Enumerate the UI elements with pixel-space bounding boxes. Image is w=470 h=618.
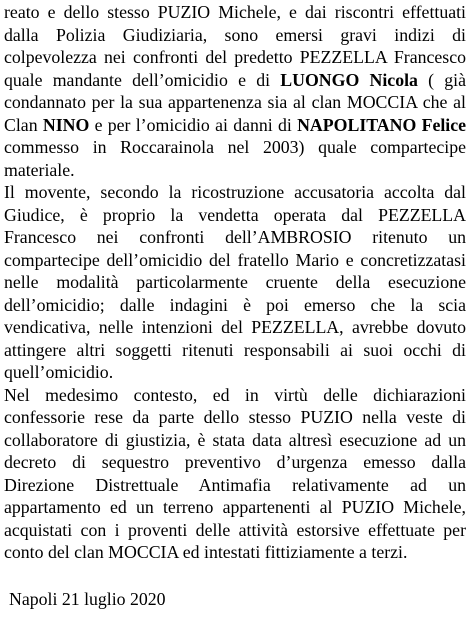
text-run: ( già condannato per la sua appartenenza sia al clan MOCCIA che al Clan xyxy=(4,69,467,135)
bold-name: NAPOLITANO Felice xyxy=(297,114,466,135)
text-run: commesso in Roccarainola nel 2003) quale compartecipe materiale. xyxy=(4,137,466,180)
text-run: Nel medesimo contesto, ed in virtù delle dichiarazioni confessorie rese da parte dello stesso PUZIO nella veste di collaboratore di giustizia, è stata data altresì esecuzione ad un decreto di sequestro preventivo d’urgenza emesso dalla Direzione Distrettuale Antimafia relativamente ad un appartamento ed un terreno appartenenti al PUZIO Michele, acquistati con i proventi delle attività estorsive effettuate per conto del clan MOCCIA ed intestati fittiziamente a terzi. xyxy=(4,384,466,562)
text-run: reato e dello stesso PUZIO Michele, e dai riscontri effettuati dalla Polizia Giudiziaria, sono emersi gravi indizi di colpevolezza nei confronti del predetto PEZZELLA Francesco quale mandante dell’omicidio e di xyxy=(4,2,466,90)
bold-name: LUONGO Nicola xyxy=(280,69,418,90)
bold-name: NINO xyxy=(42,114,90,135)
paragraph xyxy=(4,384,466,564)
text-run: Il movente, secondo la ricostruzione accusatoria accolta dal Giudice, è proprio la vendetta operata dal PEZZELLA Francesco nei confronti dell’AMBROSIO ritenuto un compartecipe dell’omicidio del fratello Mario e concretizzatasi nelle modalità particolarmente cruente della esecuzione dell’omicidio; dalle indagini è poi emerso che la scia vendicativa, nelle intenzioni del PEZZELLA, avrebbe dovuto attingere altri soggetti ritenuti responsabili ai suoi occhi di quell’omicidio. xyxy=(4,182,466,382)
document-body xyxy=(4,1,466,564)
paragraph xyxy=(4,181,466,384)
text-run: e per l’omicidio ai danni di xyxy=(89,114,298,135)
paragraph xyxy=(4,1,466,181)
date-signature: Napoli 21 luglio 2020 xyxy=(9,589,166,609)
